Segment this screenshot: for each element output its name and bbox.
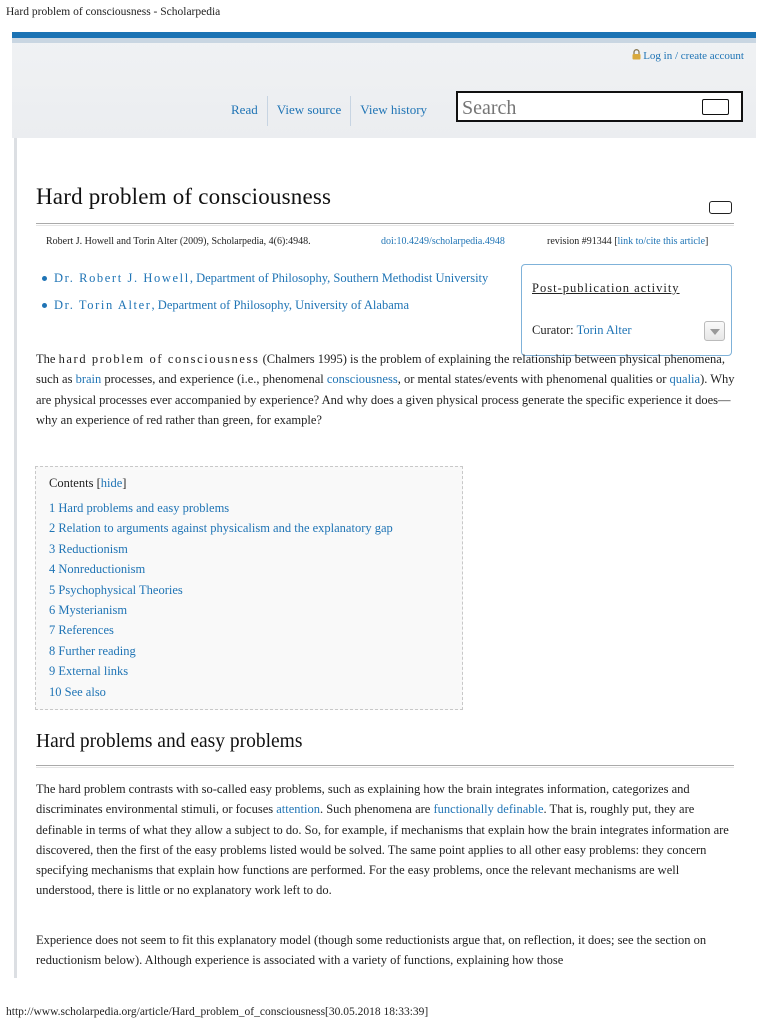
intro-term: hard problem of consciousness [58,352,260,366]
tab-view-history[interactable]: View history [350,96,436,126]
print-page-title: Hard problem of consciousness - Scholarpedia [6,6,221,18]
toc-item[interactable]: 3 Reductionism [49,541,128,556]
search-box [456,91,743,122]
intro-text: ). Why are physical processes ever accompanied by experience? And why does a given physical process generate the specific experience it does—why an experience of red rather than green, for example? [36,372,735,427]
revision-prefix: revision #91344 [ [547,236,618,247]
curator-link[interactable]: Torin Alter [576,323,632,337]
edit-button[interactable] [709,201,732,214]
intro-paragraph [36,349,736,430]
page-title: Hard problem of consciousness [36,184,332,209]
lock-icon [632,49,641,63]
toc-title-text: Contents [49,476,94,490]
author-name: Dr. Robert J. Howell [54,271,190,285]
toc-bracket: [ [93,476,101,490]
login-link[interactable]: Log in / create account [643,50,744,62]
revision-suffix: ] [705,236,709,247]
paragraph-text: . Such phenomena are [319,802,434,817]
author-item [40,268,510,288]
author-item [40,295,510,315]
personal-tools [632,49,744,63]
curator-line [532,323,632,338]
brain-link[interactable]: brain [75,372,102,387]
author-link-alter[interactable] [54,298,409,312]
toc-item[interactable]: 9 External links [49,664,129,679]
chevron-down-icon [710,329,720,335]
intro-text: processes, and experience (i.e., phenomenal [101,372,327,387]
bullet-icon [42,276,47,281]
intro-text: (Chalmers 1995) is the problem of explaining the relationship between physical phenomena, such as [36,352,725,387]
consciousness-link[interactable]: consciousness [326,372,398,387]
toc-title [49,476,126,491]
citation-text: Robert J. Howell and Torin Alter (2009), Scholarpedia, 4(6):4948. [46,236,311,247]
author-link-howell[interactable] [54,271,488,285]
paragraph-text: The hard problem contrasts with so-called easy problems, such as explaining how the brain integrates information, categorizes and discriminates environmental stimuli, or focuses [36,782,690,817]
toc-item[interactable]: 2 Relation to arguments against physicalism and the explanatory gap [49,521,393,536]
intro-text: , or mental states/events with phenomenal qualities or [397,372,670,387]
toc-item[interactable]: 10 See also [49,684,106,699]
toc-item[interactable]: 8 Further reading [49,643,136,658]
toc-item[interactable]: 5 Psychophysical Theories [49,582,183,597]
site-header [12,32,756,138]
citation-line [46,236,736,247]
tab-read[interactable]: Read [231,102,258,117]
toc-item[interactable]: 4 Nonreductionism [49,562,146,577]
curator-label: Curator: [532,323,577,337]
author-list [40,268,510,322]
doi-link[interactable]: doi:10.4249/scholarpedia.4948 [381,236,505,247]
section-paragraph: Experience does not seem to fit this explanatory model (though some reductionists argue that, on reflection, it does; see the section on reductionism below). Although experience is associated with a variety of functions, explaining how those [36,933,707,968]
table-of-contents [35,466,463,710]
toc-item[interactable]: 7 References [49,623,114,638]
bullet-icon [42,303,47,308]
header-top-bar-shade [12,38,756,43]
print-page-url: http://www.scholarpedia.org/article/Hard_problem_of_consciousness[30.05.2018 18:33:39] [6,1006,429,1018]
toc-item[interactable]: 6 Mysterianism [49,602,128,617]
revision-info [547,236,708,247]
author-affiliation: , Department of Philosophy, Southern Methodist University [189,271,489,285]
toc-item[interactable]: 1 Hard problems and easy problems [49,501,230,515]
paragraph-text: . That is, roughly put, they are definable in terms of what they allow a subject to do. So, for example, if mechanisms that explain how the brain integrates information are discovered, then the first of the easy problems listed would be solved. The same point applies to all other easy problems: they concern specifying mechanisms that explain how functions are performed. For the easy problems, once the relevant mechanisms are well understood, there is little or no explanatory work left to do. [36,802,729,898]
qualia-link[interactable]: qualia [669,372,701,387]
expand-dropdown-button[interactable] [704,321,725,341]
tab-view-source[interactable]: View source [267,96,351,126]
toc-bracket: ] [122,476,127,490]
section-paragraph [36,779,736,901]
functionally-definable-link[interactable]: functionally definable [433,802,544,817]
post-publication-link[interactable]: Post-publication activity [532,281,680,295]
attention-link[interactable]: attention [276,802,320,817]
section-divider [36,765,734,768]
author-name: Dr. Torin Alter [54,298,152,312]
cite-article-link[interactable]: link to/cite this article [617,236,706,247]
view-tabs [222,92,436,126]
intro-text: The [36,352,59,366]
post-publication-box [521,264,732,356]
section-heading: Hard problems and easy problems [36,731,303,752]
author-affiliation: , Department of Philosophy, University of Alabama [151,298,410,312]
search-button[interactable] [702,99,729,115]
toc-hide-link[interactable]: hide [100,476,123,490]
title-divider [36,223,734,226]
toc-list [49,498,393,702]
search-input[interactable] [460,94,714,122]
